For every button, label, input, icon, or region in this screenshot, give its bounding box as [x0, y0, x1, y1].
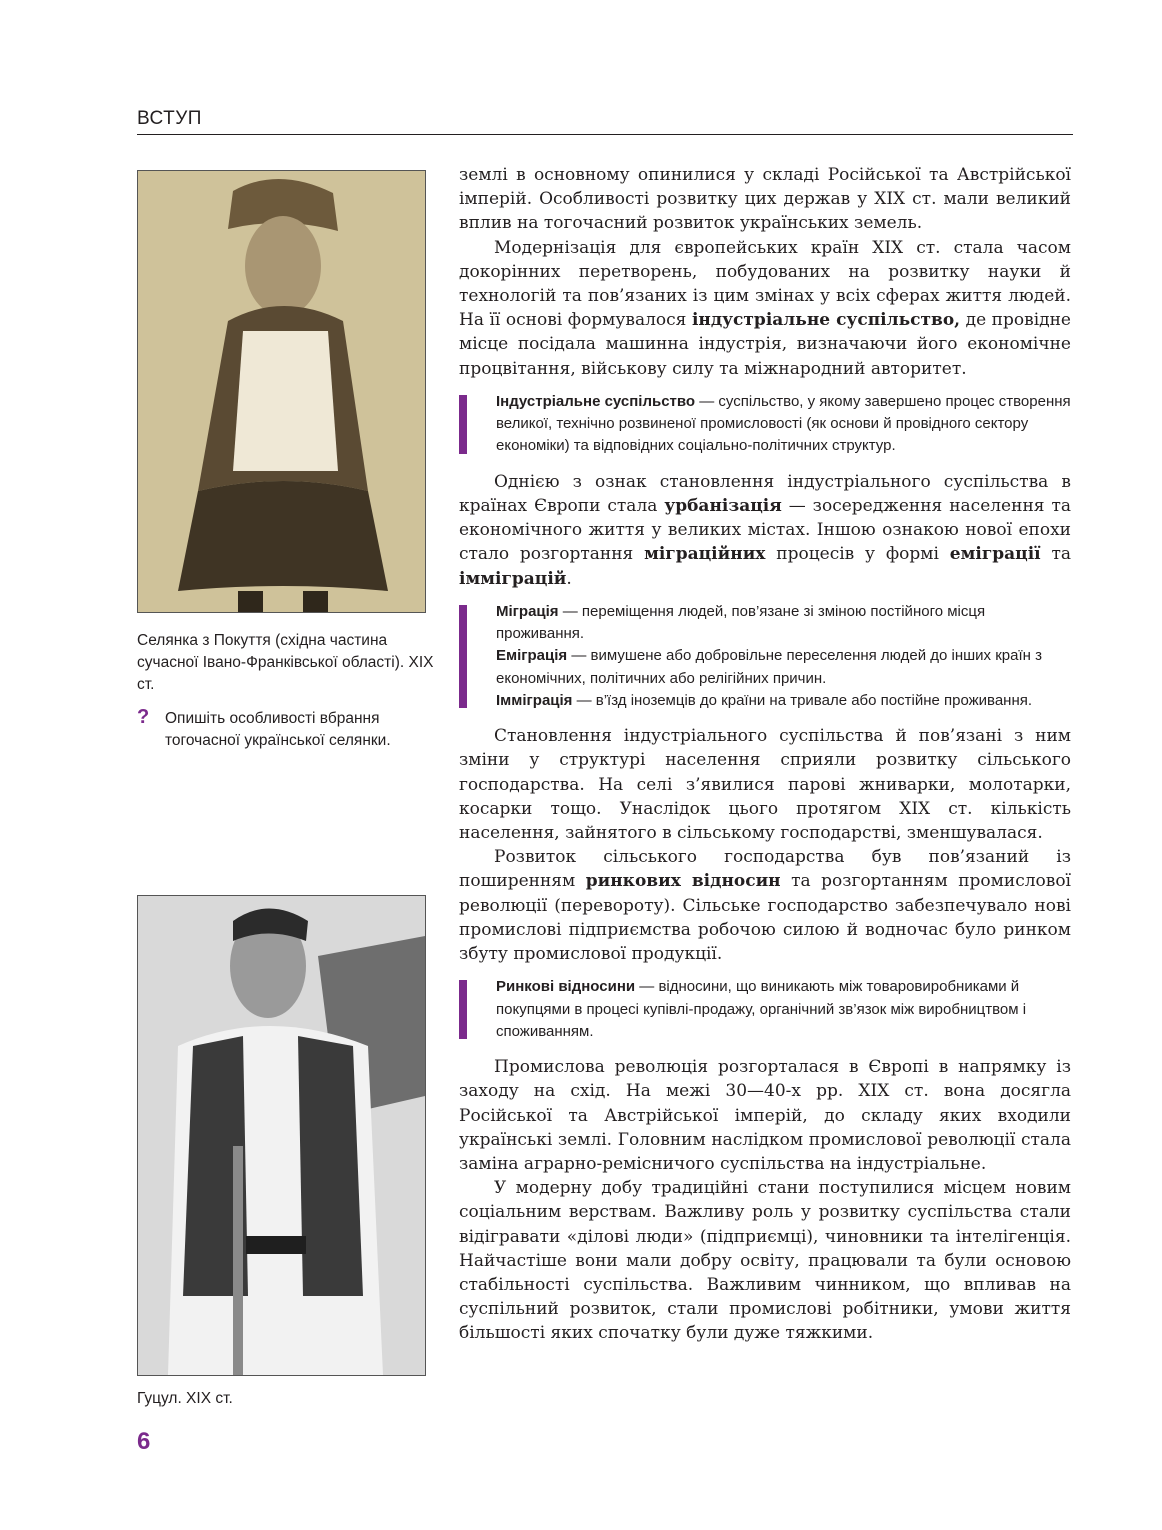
photo1-caption: Селянка з Покуття (східна частина сучасної Івано-Франківської області). ХІХ ст. [137, 632, 434, 693]
paragraph-4: Становлення індустріального суспільства й пов’язані з ним зміни у структурі населення сприяли розвитку сільського господарства. На селі з’явилися парові жниварки, молотарки, косарки тощо. Унаслідок цього протягом ХІХ ст. кількість населення, зайнятого в сільському господарстві, зменшувалася. [459, 726, 1071, 844]
paragraph-5: Розвиток сільського господарства був пов’язаний із поширенням ринкових відносин та розгортанням промислової революції (перевороту). Сільське господарство забезпечувало нові промислові підприємства робочою силою й водночас було ринком збуту промислової продукції. [459, 847, 1071, 965]
main-text [459, 163, 1071, 1346]
question-text: Опишіть особливості вбрання тогочасної української селянки. [165, 710, 391, 749]
question-block [137, 708, 437, 752]
paragraph-1: землі в основному опинилися у складі Російської та Австрійської імперій. Особливості розвитку цих держав у ХІХ ст. мали великий вплив на тогочасний розвиток українських земель. [459, 165, 1071, 234]
definition-industrial-society: Індустріальне суспільство — суспільство, у якому завершено процес створення великої, технічно розвиненої промисловості (як основи й провідного сектору економіки) та відповідних соціально-політичних структур. [459, 391, 1071, 458]
definition-migration: Міграція — переміщення людей, пов’язане зі зміною постійного місця проживання. Еміграція — вимушене або добровільне переселення людей до інших країн з економічних, політичних або релігійних причин. Імміграція — в’їзд іноземців до країни на тривале або постійне проживання. [459, 601, 1071, 712]
paragraph-2: Модернізація для європейських країн ХІХ ст. стала часом докорінних перетворень, побудованих на розвитку науки й технологій та пов’язаних із цим змінах у всіх сферах життя людей. На її основі формувалося індустріальне суспільство, де провідне місце посідала машинна індустрія, визначаючи його економічне процвітання, військову силу та міжнародний авторитет. [459, 237, 1071, 379]
paragraph-7: У модерну добу традиційні стани поступилися місцем новим соціальним верствам. Важливу роль у розвитку суспільства стали відігравати «ділові люди» (підприємці), чиновники та інтелігенція. Найчастіше вони мали добру освіту, працювали та були основою стабільності суспільства. Важливим чинником, що впливав на суспільний розвиток, стали промислові робітники, умови життя більшості яких спочатку були дуже тяжкими. [459, 1178, 1071, 1344]
question-icon: ? [137, 706, 150, 728]
term-urbanization: урбанізація [664, 495, 782, 516]
term-market-relations: ринкових відносин [585, 871, 781, 892]
section-header: ВСТУП [137, 108, 1073, 135]
paragraph-6: Промислова революція розгорталася в Європі в напрямку із заходу на схід. На межі 30—40-х рр. ХІХ ст. вона досягла Російської та Австрійської імперій, до складу яких входили українські землі. Головним наслідком промислової революції стала заміна аграрно-ремісничого суспільства на індустріальне. [459, 1057, 1071, 1174]
paragraph-3: Однією з ознак становлення індустріального суспільства в країнах Європи стала урбанізація — зосередження населення та економічного життя у великих містах. Іншою ознакою нової епохи стало розгортання міграційних процесів у формі еміграції та імміграцій. [459, 471, 1071, 589]
hutsul-man-photo [137, 895, 426, 1376]
term-industrial-society: індустріальне суспільство, [691, 310, 961, 331]
page-number: 6 [137, 1428, 151, 1455]
photo2-caption: Гуцул. ХІХ ст. [137, 1390, 233, 1407]
peasant-woman-photo [137, 170, 426, 613]
definition-market-relations: Ринкові відносини — відносини, що виникають між товаровиробниками й покупцями в процесі купівлі-продажу, органічний зв’язок між виробництвом і споживанням. [459, 976, 1071, 1043]
